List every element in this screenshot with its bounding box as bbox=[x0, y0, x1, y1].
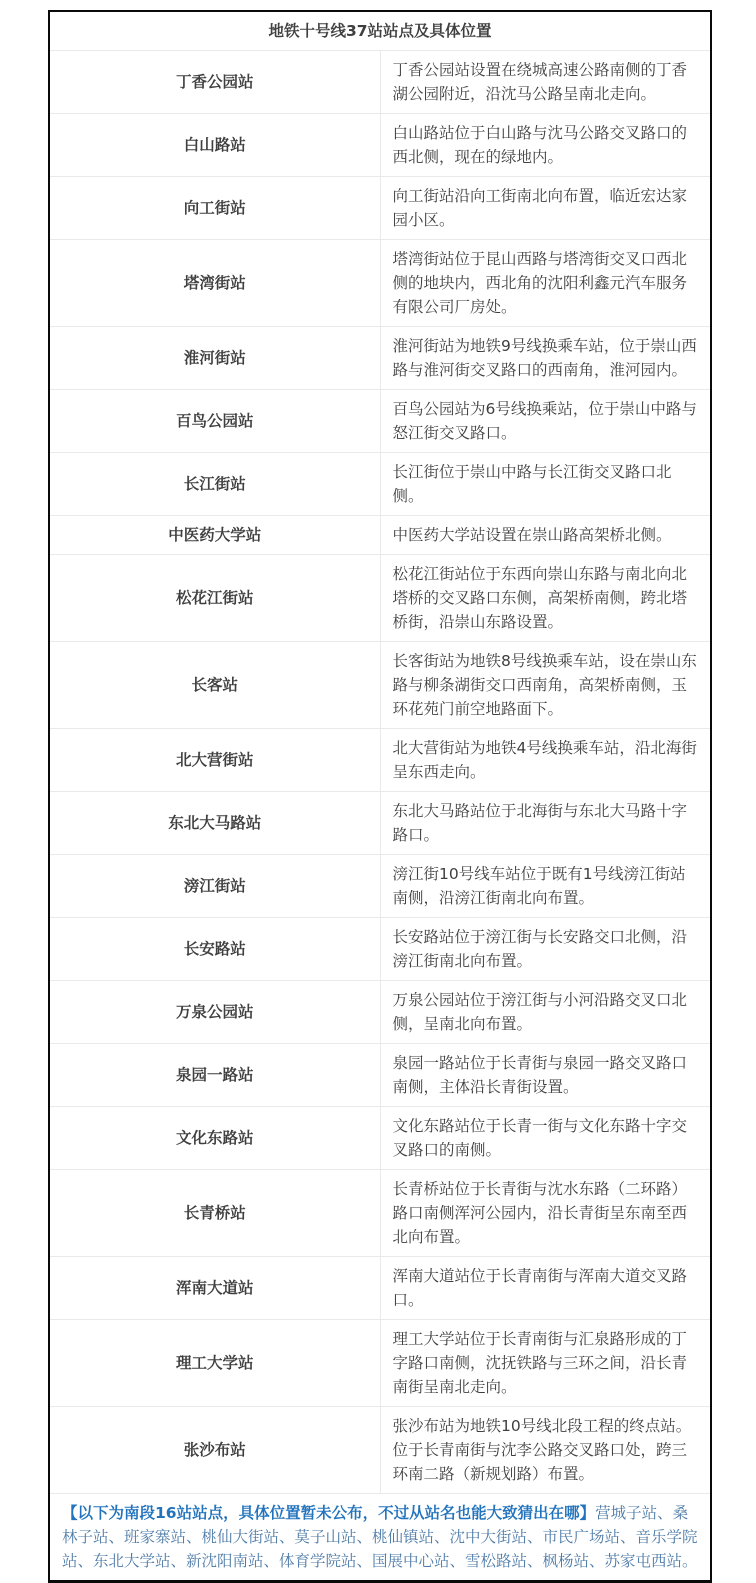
station-name: 向工街站 bbox=[49, 177, 380, 240]
station-description: 塔湾街站位于昆山西路与塔湾街交叉口西北侧的地块内，西北角的沈阳利鑫元汽车服务有限公司厂房处。 bbox=[380, 240, 711, 327]
station-description: 向工街站沿向工街南北向布置，临近宏达家园小区。 bbox=[380, 177, 711, 240]
station-name: 中医药大学站 bbox=[49, 516, 380, 555]
station-name: 淮河街站 bbox=[49, 327, 380, 390]
station-description: 浑南大道站位于长青南街与浑南大道交叉路口。 bbox=[380, 1257, 711, 1320]
table-row bbox=[49, 729, 711, 792]
station-description: 百鸟公园站为6号线换乘站，位于崇山中路与怒江街交叉路口。 bbox=[380, 390, 711, 453]
station-name: 浑南大道站 bbox=[49, 1257, 380, 1320]
station-name: 长江街站 bbox=[49, 453, 380, 516]
station-description: 淮河街站为地铁9号线换乘车站，位于崇山西路与淮河街交叉路口的西南角，淮河园内。 bbox=[380, 327, 711, 390]
table-row bbox=[49, 516, 711, 555]
footer-cell bbox=[49, 1494, 711, 1582]
station-description: 长青桥站位于长青街与沈水东路（二环路）路口南侧浑河公园内，沿长青街呈东南至西北向布置。 bbox=[380, 1170, 711, 1257]
station-name: 万泉公园站 bbox=[49, 981, 380, 1044]
station-description: 白山路站位于白山路与沈马公路交叉路口的西北侧，现在的绿地内。 bbox=[380, 114, 711, 177]
station-description: 北大营街站为地铁4号线换乘车站，沿北海街呈东西走向。 bbox=[380, 729, 711, 792]
table-row bbox=[49, 1320, 711, 1407]
table-row bbox=[49, 1170, 711, 1257]
station-description: 滂江街10号线车站位于既有1号线滂江街站南侧，沿滂江街南北向布置。 bbox=[380, 855, 711, 918]
station-name: 丁香公园站 bbox=[49, 51, 380, 114]
table-row bbox=[49, 327, 711, 390]
footer-station-list: 营城子站、桑林子站、班家寨站、桃仙大街站、莫子山站、桃仙镇站、沈中大街站、市民广场站、音乐学院站、东北大学站、新沈阳南站、体育学院站、国展中心站、雪松路站、枫杨站、苏家屯西站。 bbox=[62, 1504, 698, 1570]
station-name: 东北大马路站 bbox=[49, 792, 380, 855]
table-row bbox=[49, 177, 711, 240]
station-name: 滂江街站 bbox=[49, 855, 380, 918]
table-row bbox=[49, 642, 711, 729]
station-description: 泉园一路站位于长青街与泉园一路交叉路口南侧，主体沿长青街设置。 bbox=[380, 1044, 711, 1107]
table-title: 地铁十号线37站站点及具体位置 bbox=[49, 11, 711, 51]
table-row bbox=[49, 981, 711, 1044]
table-row bbox=[49, 555, 711, 642]
station-description: 万泉公园站位于滂江街与小河沿路交叉口北侧，呈南北向布置。 bbox=[380, 981, 711, 1044]
table-row bbox=[49, 390, 711, 453]
station-description: 中医药大学站设置在崇山路高架桥北侧。 bbox=[380, 516, 711, 555]
table-row bbox=[49, 453, 711, 516]
station-name: 长青桥站 bbox=[49, 1170, 380, 1257]
station-name: 百鸟公园站 bbox=[49, 390, 380, 453]
station-description: 文化东路站位于长青一街与文化东路十字交叉路口的南侧。 bbox=[380, 1107, 711, 1170]
footer-note-heading: 【以下为南段16站站点，具体位置暂未公布，不过从站名也能大致猜出在哪】 bbox=[62, 1504, 596, 1522]
station-description: 张沙布站为地铁10号线北段工程的终点站。位于长青南街与沈李公路交叉路口处，跨三环南二路（新规划路）布置。 bbox=[380, 1407, 711, 1494]
table-row bbox=[49, 1257, 711, 1320]
station-name: 长安路站 bbox=[49, 918, 380, 981]
table-row bbox=[49, 51, 711, 114]
station-name: 北大营街站 bbox=[49, 729, 380, 792]
station-name: 理工大学站 bbox=[49, 1320, 380, 1407]
table-row bbox=[49, 1107, 711, 1170]
stations-table bbox=[48, 10, 712, 1583]
station-name: 张沙布站 bbox=[49, 1407, 380, 1494]
title-row bbox=[49, 11, 711, 51]
table-row bbox=[49, 792, 711, 855]
stations-table-wrap bbox=[48, 10, 712, 1583]
table-row bbox=[49, 1044, 711, 1107]
station-description: 东北大马路站位于北海街与东北大马路十字路口。 bbox=[380, 792, 711, 855]
station-description: 长安路站位于滂江街与长安路交口北侧，沿滂江街南北向布置。 bbox=[380, 918, 711, 981]
footer-row bbox=[49, 1494, 711, 1582]
station-name: 松花江街站 bbox=[49, 555, 380, 642]
table-row bbox=[49, 114, 711, 177]
station-name: 白山路站 bbox=[49, 114, 380, 177]
station-description: 长客街站为地铁8号线换乘车站，设在崇山东路与柳条湖街交口西南角，高架桥南侧，玉环花苑门前空地路面下。 bbox=[380, 642, 711, 729]
station-name: 塔湾街站 bbox=[49, 240, 380, 327]
station-description: 理工大学站位于长青南街与汇泉路形成的丁字路口南侧，沈抚铁路与三环之间，沿长青南街呈南北走向。 bbox=[380, 1320, 711, 1407]
table-row bbox=[49, 855, 711, 918]
station-description: 丁香公园站设置在绕城高速公路南侧的丁香湖公园附近，沿沈马公路呈南北走向。 bbox=[380, 51, 711, 114]
table-row bbox=[49, 240, 711, 327]
station-description: 松花江街站位于东西向崇山东路与南北向北塔桥的交叉路口东侧，高架桥南侧，跨北塔桥街，沿崇山东路设置。 bbox=[380, 555, 711, 642]
station-description: 长江街位于崇山中路与长江街交叉路口北侧。 bbox=[380, 453, 711, 516]
station-name: 文化东路站 bbox=[49, 1107, 380, 1170]
table-row bbox=[49, 918, 711, 981]
table-row bbox=[49, 1407, 711, 1494]
station-name: 泉园一路站 bbox=[49, 1044, 380, 1107]
station-name: 长客站 bbox=[49, 642, 380, 729]
